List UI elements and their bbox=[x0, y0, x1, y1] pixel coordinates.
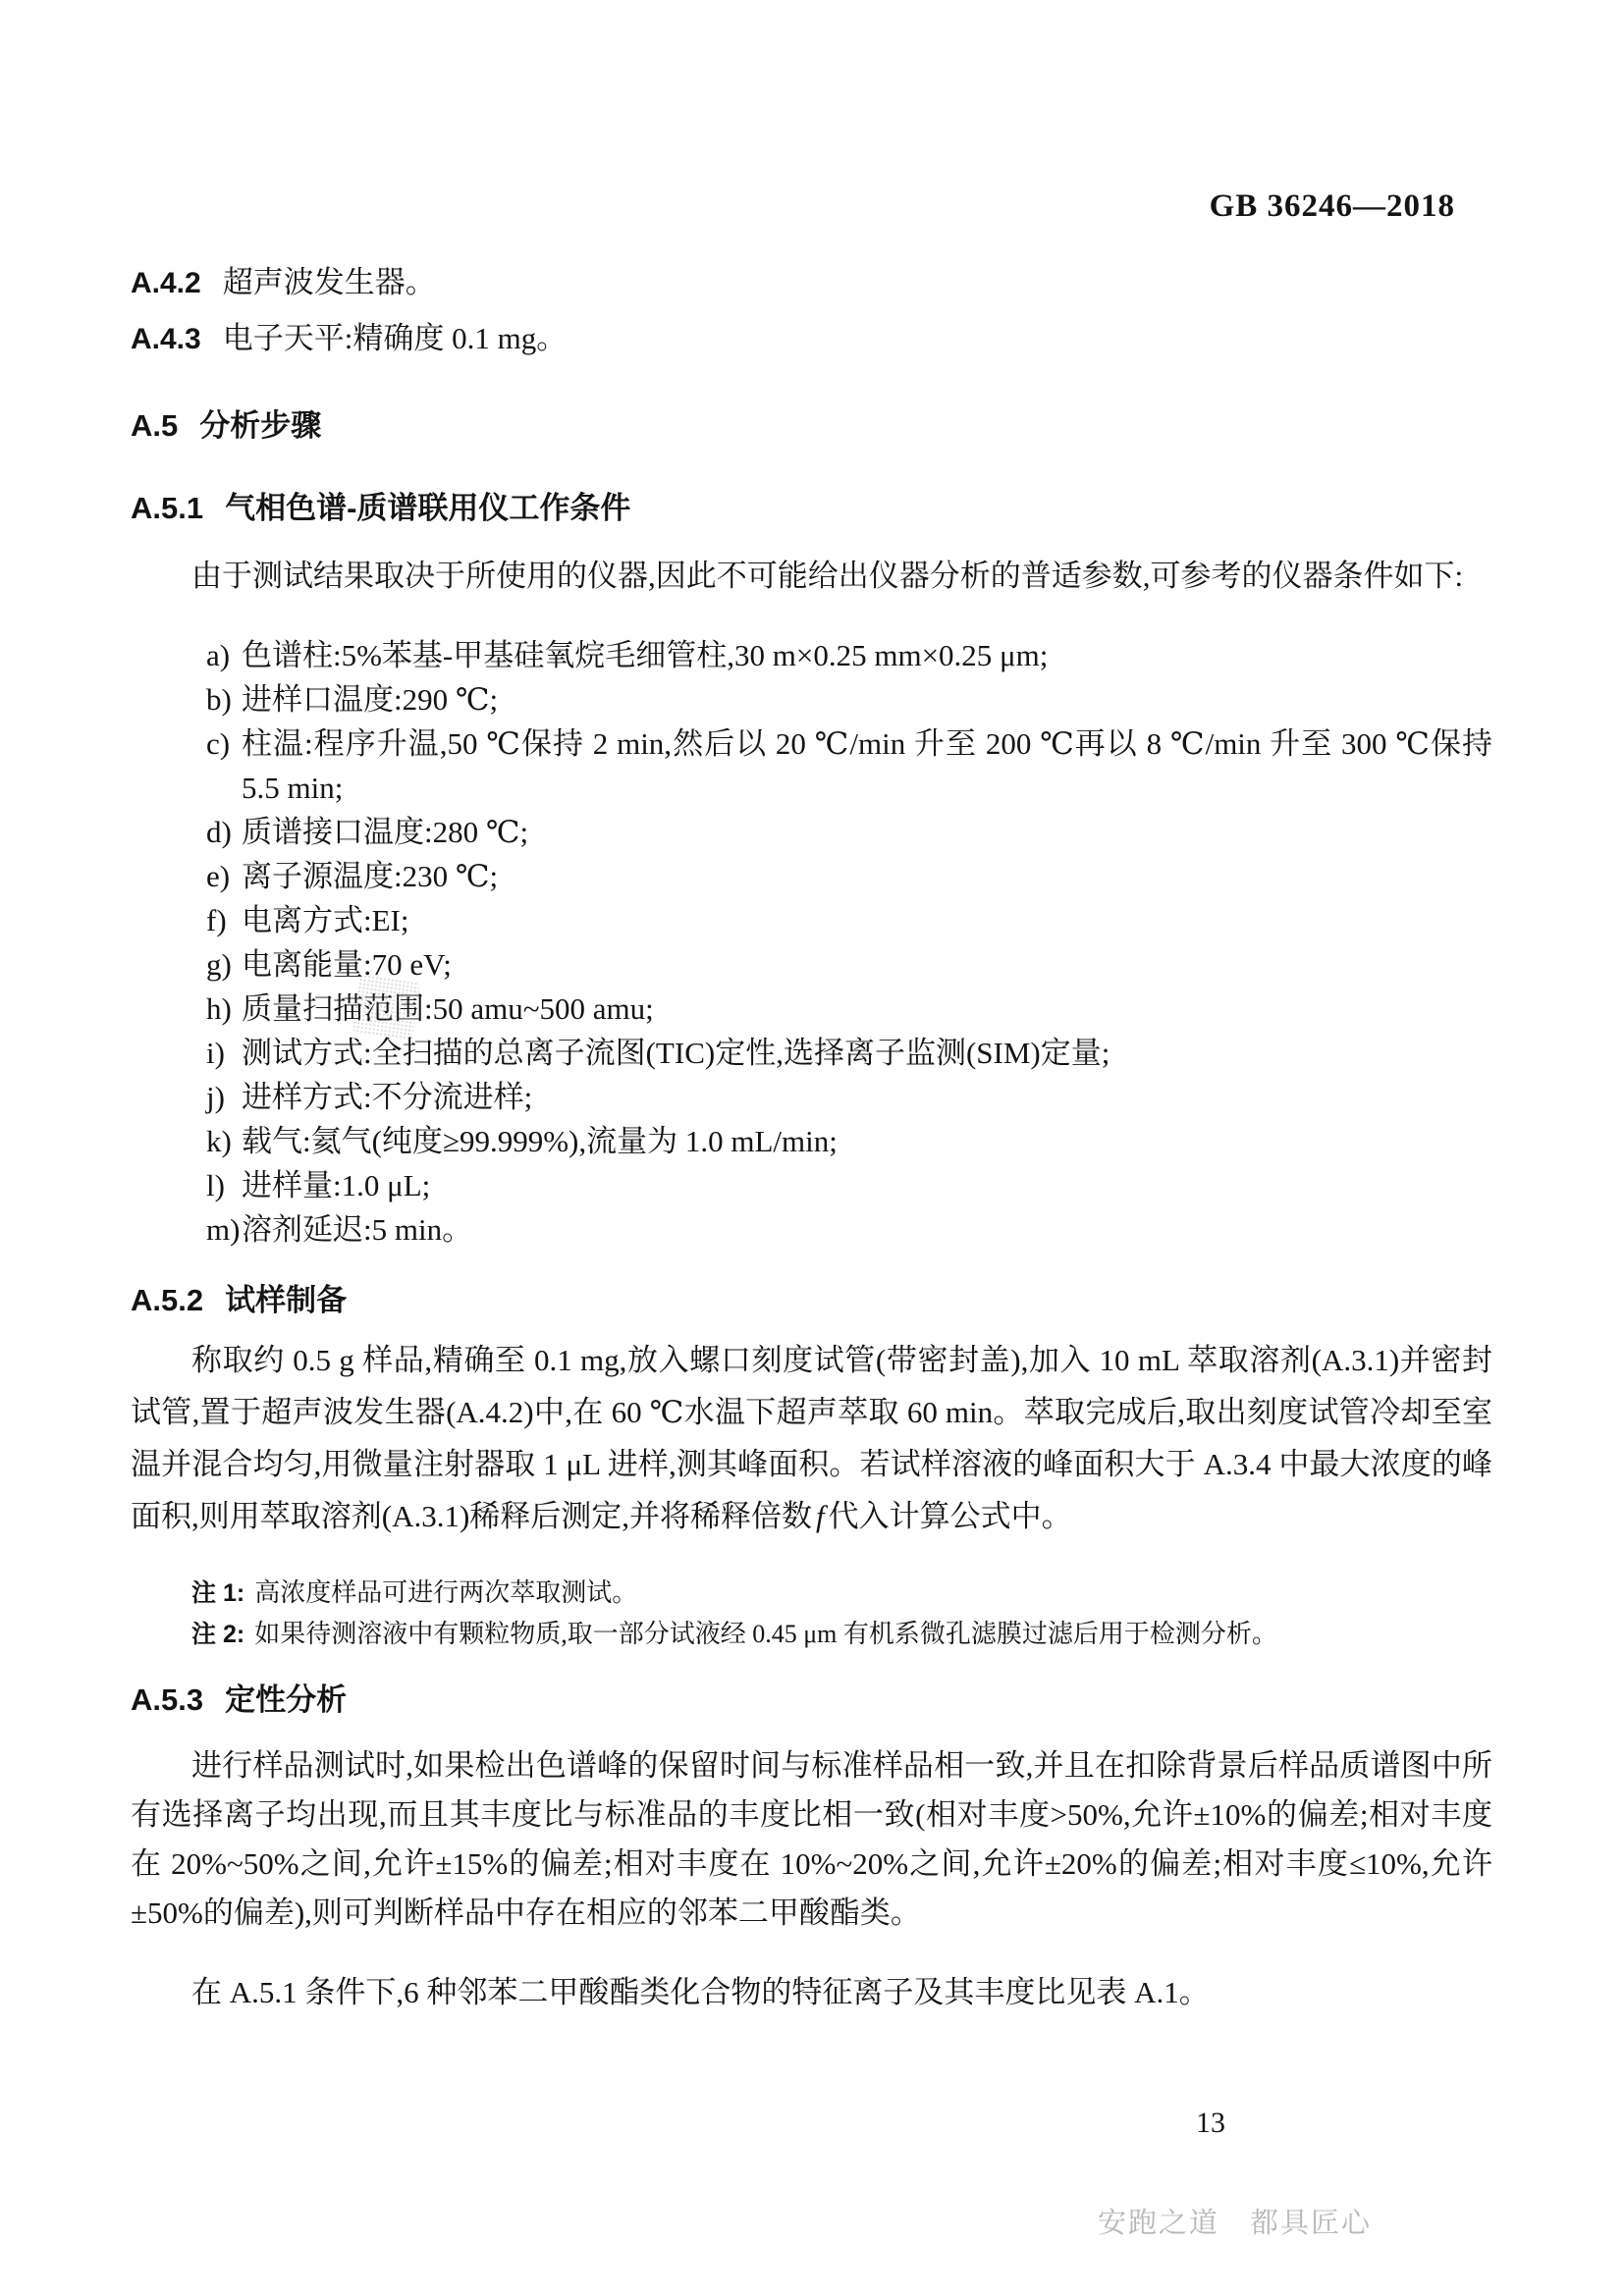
list-item bbox=[131, 854, 1492, 898]
list-item-label: f) bbox=[206, 903, 227, 937]
note-2 bbox=[191, 1614, 1492, 1655]
list-item-label: k) bbox=[206, 1124, 232, 1158]
clause-a4-3 bbox=[131, 321, 1492, 357]
section-heading-a5 bbox=[131, 406, 1492, 446]
list-item-label: m) bbox=[206, 1212, 241, 1247]
note-label: 注 1: bbox=[191, 1579, 245, 1607]
list-item-label: h) bbox=[206, 991, 232, 1026]
note-1 bbox=[191, 1573, 1492, 1614]
list-item-text: 进样量:1.0 μL; bbox=[242, 1168, 431, 1202]
section-number: A.5 bbox=[131, 408, 179, 443]
instrument-conditions-list bbox=[131, 633, 1492, 1252]
list-item bbox=[131, 942, 1492, 987]
list-item bbox=[131, 987, 1492, 1031]
list-item-text: 离子源温度:230 ℃; bbox=[242, 859, 499, 893]
list-item bbox=[131, 898, 1492, 942]
standard-number: GB 36246—2018 bbox=[1209, 188, 1455, 224]
list-item-label: e) bbox=[206, 859, 231, 893]
watermark-text: 安跑之道 都具匠心 bbox=[1098, 2208, 1373, 2239]
a5-3-paragraph-1: 进行样品测试时,如果检出色谱峰的保留时间与标准样品相一致,并且在扣除背景后样品质谱图中所有选择离子均出现,而且其丰度比与标准品的丰度比相一致(相对丰度>50%,允许±10%的偏差;相对丰度在 20%~50%之间,允许±15%的偏差;相对丰度在 10%~20%之间,允许±20%的偏差;相对丰度≤10%,允许±50%的偏差),则可判断样品中存在相应的邻苯二甲酸酯类。 bbox=[131, 1748, 1492, 1930]
list-item-label: i) bbox=[206, 1036, 225, 1070]
section-heading-a5-2 bbox=[131, 1281, 1492, 1320]
list-item bbox=[131, 1031, 1492, 1075]
a5-2-body-paragraph bbox=[131, 1334, 1492, 1542]
list-item-text: 质谱接口温度:280 ℃; bbox=[242, 815, 529, 849]
list-item bbox=[131, 633, 1492, 677]
list-item-text: 色谱柱:5%苯基-甲基硅氧烷毛细管柱,30 m×0.25 mm×0.25 μm; bbox=[242, 638, 1049, 672]
list-item bbox=[131, 721, 1492, 810]
list-item-text: 溶剂延迟:5 min。 bbox=[242, 1212, 473, 1247]
a5-1-intro-paragraph: 由于测试结果取决于所使用的仪器,因此不可能给出仪器分析的普适参数,可参考的仪器条件如下: bbox=[191, 559, 1464, 593]
section-title: 定性分析 bbox=[225, 1682, 348, 1717]
list-item bbox=[131, 1119, 1492, 1163]
dilution-factor-symbol: f bbox=[816, 1499, 825, 1533]
note-text: 如果待测溶液中有颗粒物质,取一部分试液经 0.45 μm 有机系微孔滤膜过滤后用于检测分析。 bbox=[254, 1620, 1277, 1648]
section-number: A.5.1 bbox=[131, 491, 204, 525]
note-label: 注 2: bbox=[191, 1621, 245, 1648]
clause-text: 超声波发生器。 bbox=[222, 265, 436, 299]
a5-3-paragraph-2: 在 A.5.1 条件下,6 种邻苯二甲酸酯类化合物的特征离子及其丰度比见表 A.1。 bbox=[191, 1975, 1210, 2009]
note-text: 高浓度样品可进行两次萃取测试。 bbox=[254, 1578, 638, 1607]
list-item-label: d) bbox=[206, 815, 232, 849]
section-title: 试样制备 bbox=[225, 1283, 348, 1317]
clause-number: A.4.2 bbox=[131, 267, 201, 299]
list-item-text: 进样口温度:290 ℃; bbox=[242, 682, 499, 717]
list-item-text: 电离能量:70 eV; bbox=[242, 947, 452, 982]
notes-block bbox=[191, 1573, 1492, 1655]
section-heading-a5-1 bbox=[131, 489, 1492, 528]
section-heading-a5-3 bbox=[131, 1681, 1492, 1720]
clause-number: A.4.3 bbox=[131, 323, 201, 355]
list-item-label: j) bbox=[206, 1080, 225, 1114]
page-content bbox=[131, 0, 1492, 2048]
list-item-label: c) bbox=[206, 726, 231, 761]
list-item bbox=[131, 1075, 1492, 1119]
list-item bbox=[131, 1207, 1492, 1252]
paragraph-text: 代入计算公式中。 bbox=[828, 1499, 1072, 1533]
list-item-text: 质量扫描范围:50 amu~500 amu; bbox=[242, 991, 654, 1026]
section-title: 气相色谱-质谱联用仪工作条件 bbox=[225, 491, 631, 525]
clause-a4-2 bbox=[131, 265, 1492, 301]
list-item-text: 测试方式:全扫描的总离子流图(TIC)定性,选择离子监测(SIM)定量; bbox=[242, 1036, 1110, 1070]
list-item-text: 柱温:程序升温,50 ℃保持 2 min,然后以 20 ℃/min 升至 200 ℃再以 8 ℃/min 升至 300 ℃保持 5.5 min; bbox=[242, 726, 1492, 805]
section-number: A.5.2 bbox=[131, 1283, 204, 1317]
list-item-label: a) bbox=[206, 638, 231, 672]
list-item-text: 电离方式:EI; bbox=[242, 903, 409, 937]
list-item bbox=[131, 810, 1492, 854]
paragraph-text: 称取约 0.5 g 样品,精确至 0.1 mg,放入螺口刻度试管(带密封盖),加入 10 mL 萃取溶剂(A.3.1)并密封试管,置于超声波发生器(A.4.2)中,在 60 ℃水温下超声萃取 60 min。萃取完成后,取出刻度试管冷却至室温并混合均匀,用微量注射器取 1 μL 进样,测其峰面积。若试样溶液的峰面积大于 A.3.4 中最大浓度的峰面积,则用萃取溶剂(A.3.1)稀释后测定,并将稀释倍数 bbox=[131, 1343, 1492, 1533]
section-number: A.5.3 bbox=[131, 1682, 204, 1717]
page-number: 13 bbox=[1196, 2107, 1225, 2139]
list-item-text: 载气:氦气(纯度≥99.999%),流量为 1.0 mL/min; bbox=[242, 1124, 838, 1158]
list-item bbox=[131, 677, 1492, 721]
list-item-label: g) bbox=[206, 947, 232, 982]
scan-artifact-smudge bbox=[352, 974, 420, 1041]
list-item-label: l) bbox=[206, 1168, 225, 1202]
clause-text: 电子天平:精确度 0.1 mg。 bbox=[222, 321, 568, 355]
list-item-label: b) bbox=[206, 682, 232, 717]
list-item bbox=[131, 1163, 1492, 1207]
section-title: 分析步骤 bbox=[199, 408, 322, 443]
list-item-text: 进样方式:不分流进样; bbox=[242, 1080, 533, 1114]
